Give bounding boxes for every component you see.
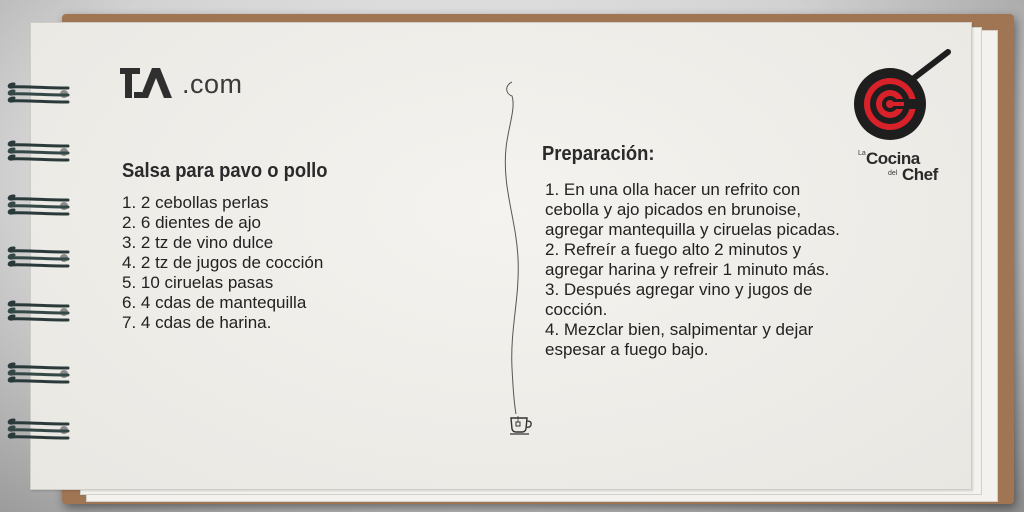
preparation-line: cebolla y ajo picados en brunoise,	[545, 200, 802, 219]
ingredient-item: 6. 4 cdas de mantequilla	[122, 293, 307, 312]
preparation-line: cocción.	[545, 300, 608, 319]
chef-logo-del: del	[888, 170, 898, 177]
spiral-ring-icon	[6, 194, 70, 216]
spiral-ring-icon	[6, 418, 70, 440]
spiral-ring-icon	[6, 246, 70, 268]
preparation-line: 3. Después agregar vino y jugos de	[545, 280, 813, 299]
site-logo-mark-icon	[120, 66, 180, 102]
preparation-title: Preparación:	[542, 143, 655, 165]
site-logo-text: .com	[182, 68, 243, 99]
ingredient-item: 3. 2 tz de vino dulce	[122, 233, 274, 252]
ingredient-item: 2. 6 dientes de ajo	[122, 213, 261, 232]
chef-logo-chef: Chef	[902, 165, 938, 184]
ingredient-item: 1. 2 cebollas perlas	[122, 193, 269, 212]
chef-logo-la: La	[858, 150, 866, 157]
spiral-ring-icon	[6, 300, 70, 322]
preparation-line: 1. En una olla hacer un refrito con	[545, 180, 801, 199]
site-logo	[120, 66, 243, 102]
tea-cup-icon	[508, 410, 534, 436]
ingredient-item: 5. 10 ciruelas pasas	[122, 273, 274, 292]
preparation-line: agregar harina y refreir 1 minuto más.	[545, 260, 830, 279]
chef-logo-cocina: Cocina	[866, 149, 920, 168]
ingredient-item: 7. 4 cdas de harina.	[122, 313, 272, 332]
spiral-ring-icon	[6, 140, 70, 162]
ingredients-title: Salsa para pavo o pollo	[122, 160, 328, 182]
preparation-line: 2. Refreír a fuego alto 2 minutos y	[545, 240, 802, 259]
ingredient-item: 4. 2 tz de jugos de cocción	[122, 253, 324, 272]
ingredients-list	[122, 193, 323, 333]
preparation-line: agregar mantequilla y ciruelas picadas.	[545, 220, 840, 239]
chef-logo-wordmark	[858, 150, 958, 188]
preparation-steps	[545, 180, 905, 360]
spiral-ring-icon	[6, 362, 70, 384]
spiral-ring-icon	[6, 82, 70, 104]
preparation-line: espesar a fuego bajo.	[545, 340, 709, 359]
steam-divider-line	[490, 78, 530, 418]
preparation-line: 4. Mezclar bien, salpimentar y dejar	[545, 320, 814, 339]
